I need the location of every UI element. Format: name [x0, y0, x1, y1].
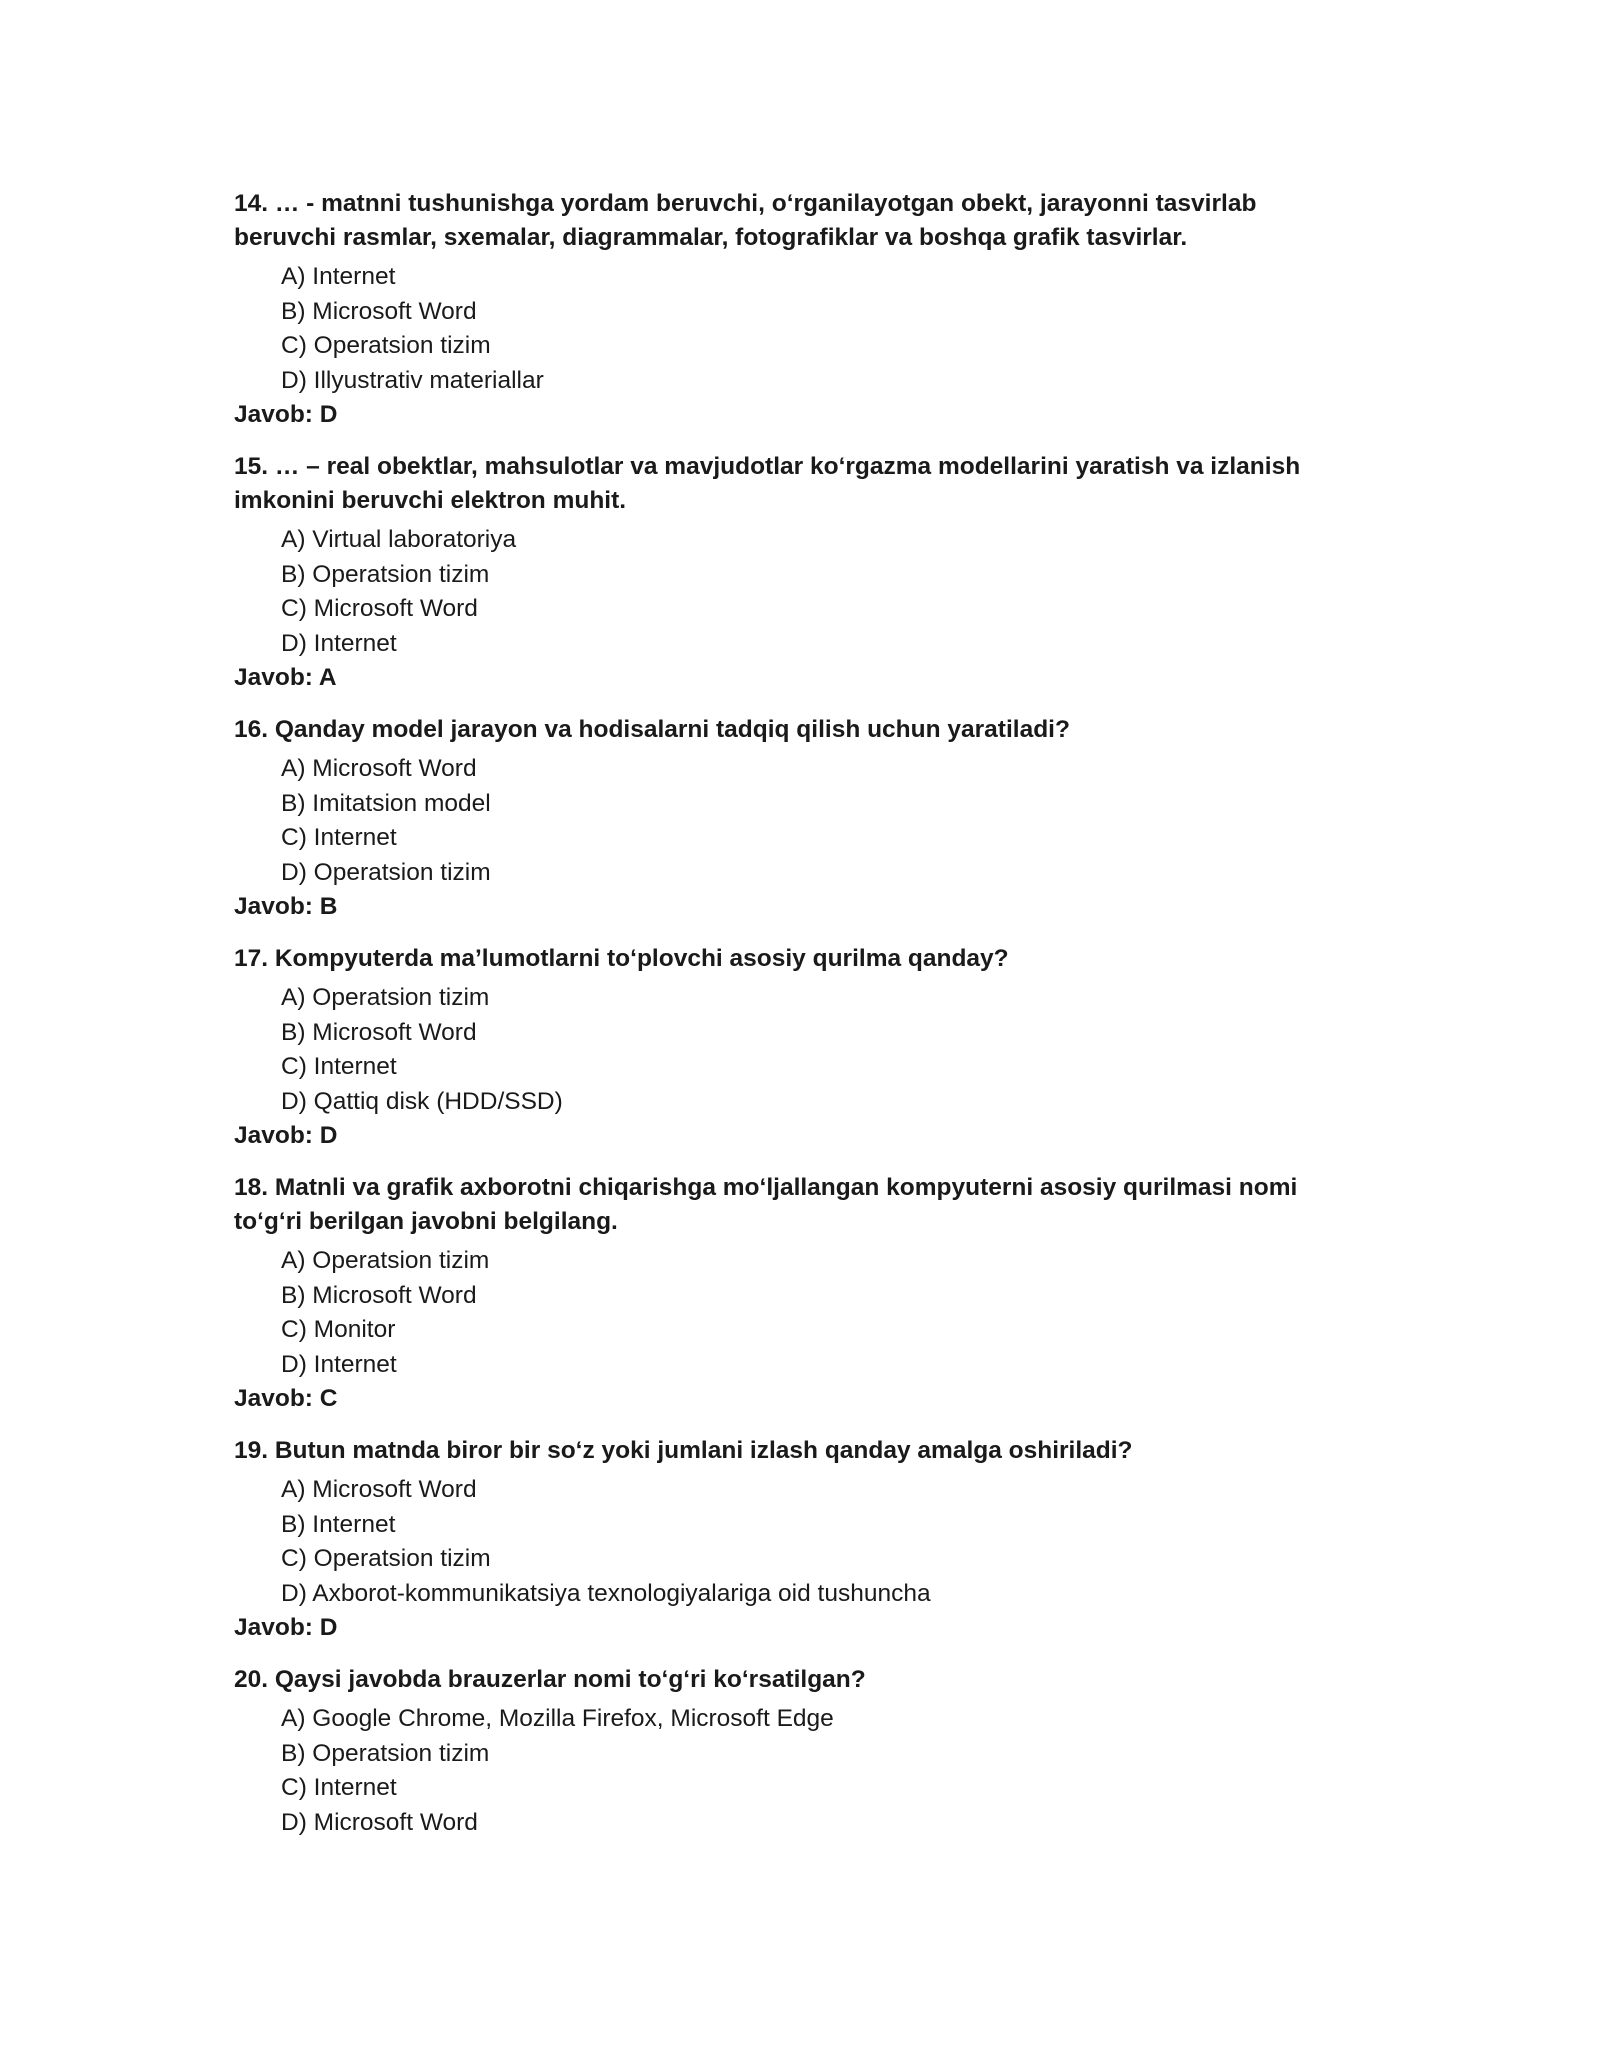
- question-14: [234, 187, 1354, 432]
- option-c: C) Operatsion tizim: [281, 1545, 491, 1572]
- option-c: C) Internet: [281, 1774, 397, 1801]
- question-text: 15. … – real obektlar, mahsulotlar va mavjudotlar ko‘rgazma modellarini yaratish va izlanish imkonini beruvchi elektron muhit.: [234, 453, 1301, 514]
- option-b: B) Internet: [281, 1510, 396, 1538]
- option-a: A) Internet: [281, 263, 396, 290]
- option-a: A) Operatsion tizim: [281, 1247, 490, 1274]
- option-b: B) Microsoft Word: [281, 1281, 477, 1309]
- option-list: [234, 1702, 1354, 1840]
- question-18: [234, 1171, 1354, 1416]
- answer-line: Javob: B: [234, 893, 338, 920]
- question-list: [234, 187, 1354, 1858]
- option-list: [234, 1473, 1354, 1611]
- question-text: 14. … - matnni tushunishga yordam beruvchi, o‘rganilayotgan obekt, jarayonni tasvirlab beruvchi rasmlar, sxemalar, diagrammalar, fotografiklar va boshqa grafik tasvirlar.: [234, 190, 1257, 251]
- option-list: [234, 523, 1354, 661]
- option-b: B) Operatsion tizim: [281, 560, 490, 588]
- option-d: D) Illyustrativ materiallar: [281, 366, 544, 394]
- option-list: [234, 260, 1354, 398]
- answer-line: Javob: D: [234, 1122, 338, 1149]
- question-15: [234, 450, 1354, 695]
- option-b: B) Microsoft Word: [281, 1018, 477, 1046]
- option-d: D) Internet: [281, 1350, 397, 1378]
- option-c: C) Monitor: [281, 1316, 396, 1343]
- answer-line: Javob: C: [234, 1385, 338, 1412]
- option-a: A) Virtual laboratoriya: [281, 526, 517, 553]
- question-text: 20. Qaysi javobda brauzerlar nomi to‘g‘ri ko‘rsatilgan?: [234, 1666, 866, 1693]
- question-text: 19. Butun matnda biror bir so‘z yoki jumlani izlash qanday amalga oshiriladi?: [234, 1437, 1133, 1464]
- question-text: 18. Matnli va grafik axborotni chiqarishga mo‘ljallangan kompyuterni asosiy qurilmasi nomi to‘g‘ri berilgan javobni belgilang.: [234, 1174, 1298, 1235]
- option-b: B) Microsoft Word: [281, 297, 477, 325]
- option-b: B) Imitatsion model: [281, 789, 491, 817]
- option-a: A) Operatsion tizim: [281, 984, 490, 1011]
- option-a: A) Microsoft Word: [281, 1476, 477, 1503]
- answer-line: Javob: D: [234, 1614, 338, 1641]
- question-text: 17. Kompyuterda ma’lumotlarni to‘plovchi asosiy qurilma qanday?: [234, 945, 1009, 972]
- option-a: A) Microsoft Word: [281, 755, 477, 782]
- option-d: D) Axborot-kommunikatsiya texnologiyalariga oid tushuncha: [281, 1579, 931, 1607]
- option-c: C) Internet: [281, 824, 397, 851]
- answer-line: Javob: D: [234, 401, 338, 428]
- question-16: [234, 713, 1354, 924]
- option-c: C) Operatsion tizim: [281, 332, 491, 359]
- question-20: [234, 1663, 1354, 1840]
- question-19: [234, 1434, 1354, 1645]
- option-list: [234, 752, 1354, 890]
- option-a: A) Google Chrome, Mozilla Firefox, Microsoft Edge: [281, 1705, 834, 1732]
- option-d: D) Microsoft Word: [281, 1808, 478, 1836]
- option-list: [234, 1244, 1354, 1382]
- option-d: D) Operatsion tizim: [281, 858, 491, 886]
- option-c: C) Internet: [281, 1053, 397, 1080]
- answer-line: Javob: A: [234, 664, 337, 691]
- option-d: D) Qattiq disk (HDD/SSD): [281, 1087, 563, 1115]
- option-list: [234, 981, 1354, 1119]
- option-c: C) Microsoft Word: [281, 595, 478, 622]
- option-b: B) Operatsion tizim: [281, 1739, 490, 1767]
- option-d: D) Internet: [281, 629, 397, 657]
- question-text: 16. Qanday model jarayon va hodisalarni tadqiq qilish uchun yaratiladi?: [234, 716, 1070, 743]
- question-17: [234, 942, 1354, 1153]
